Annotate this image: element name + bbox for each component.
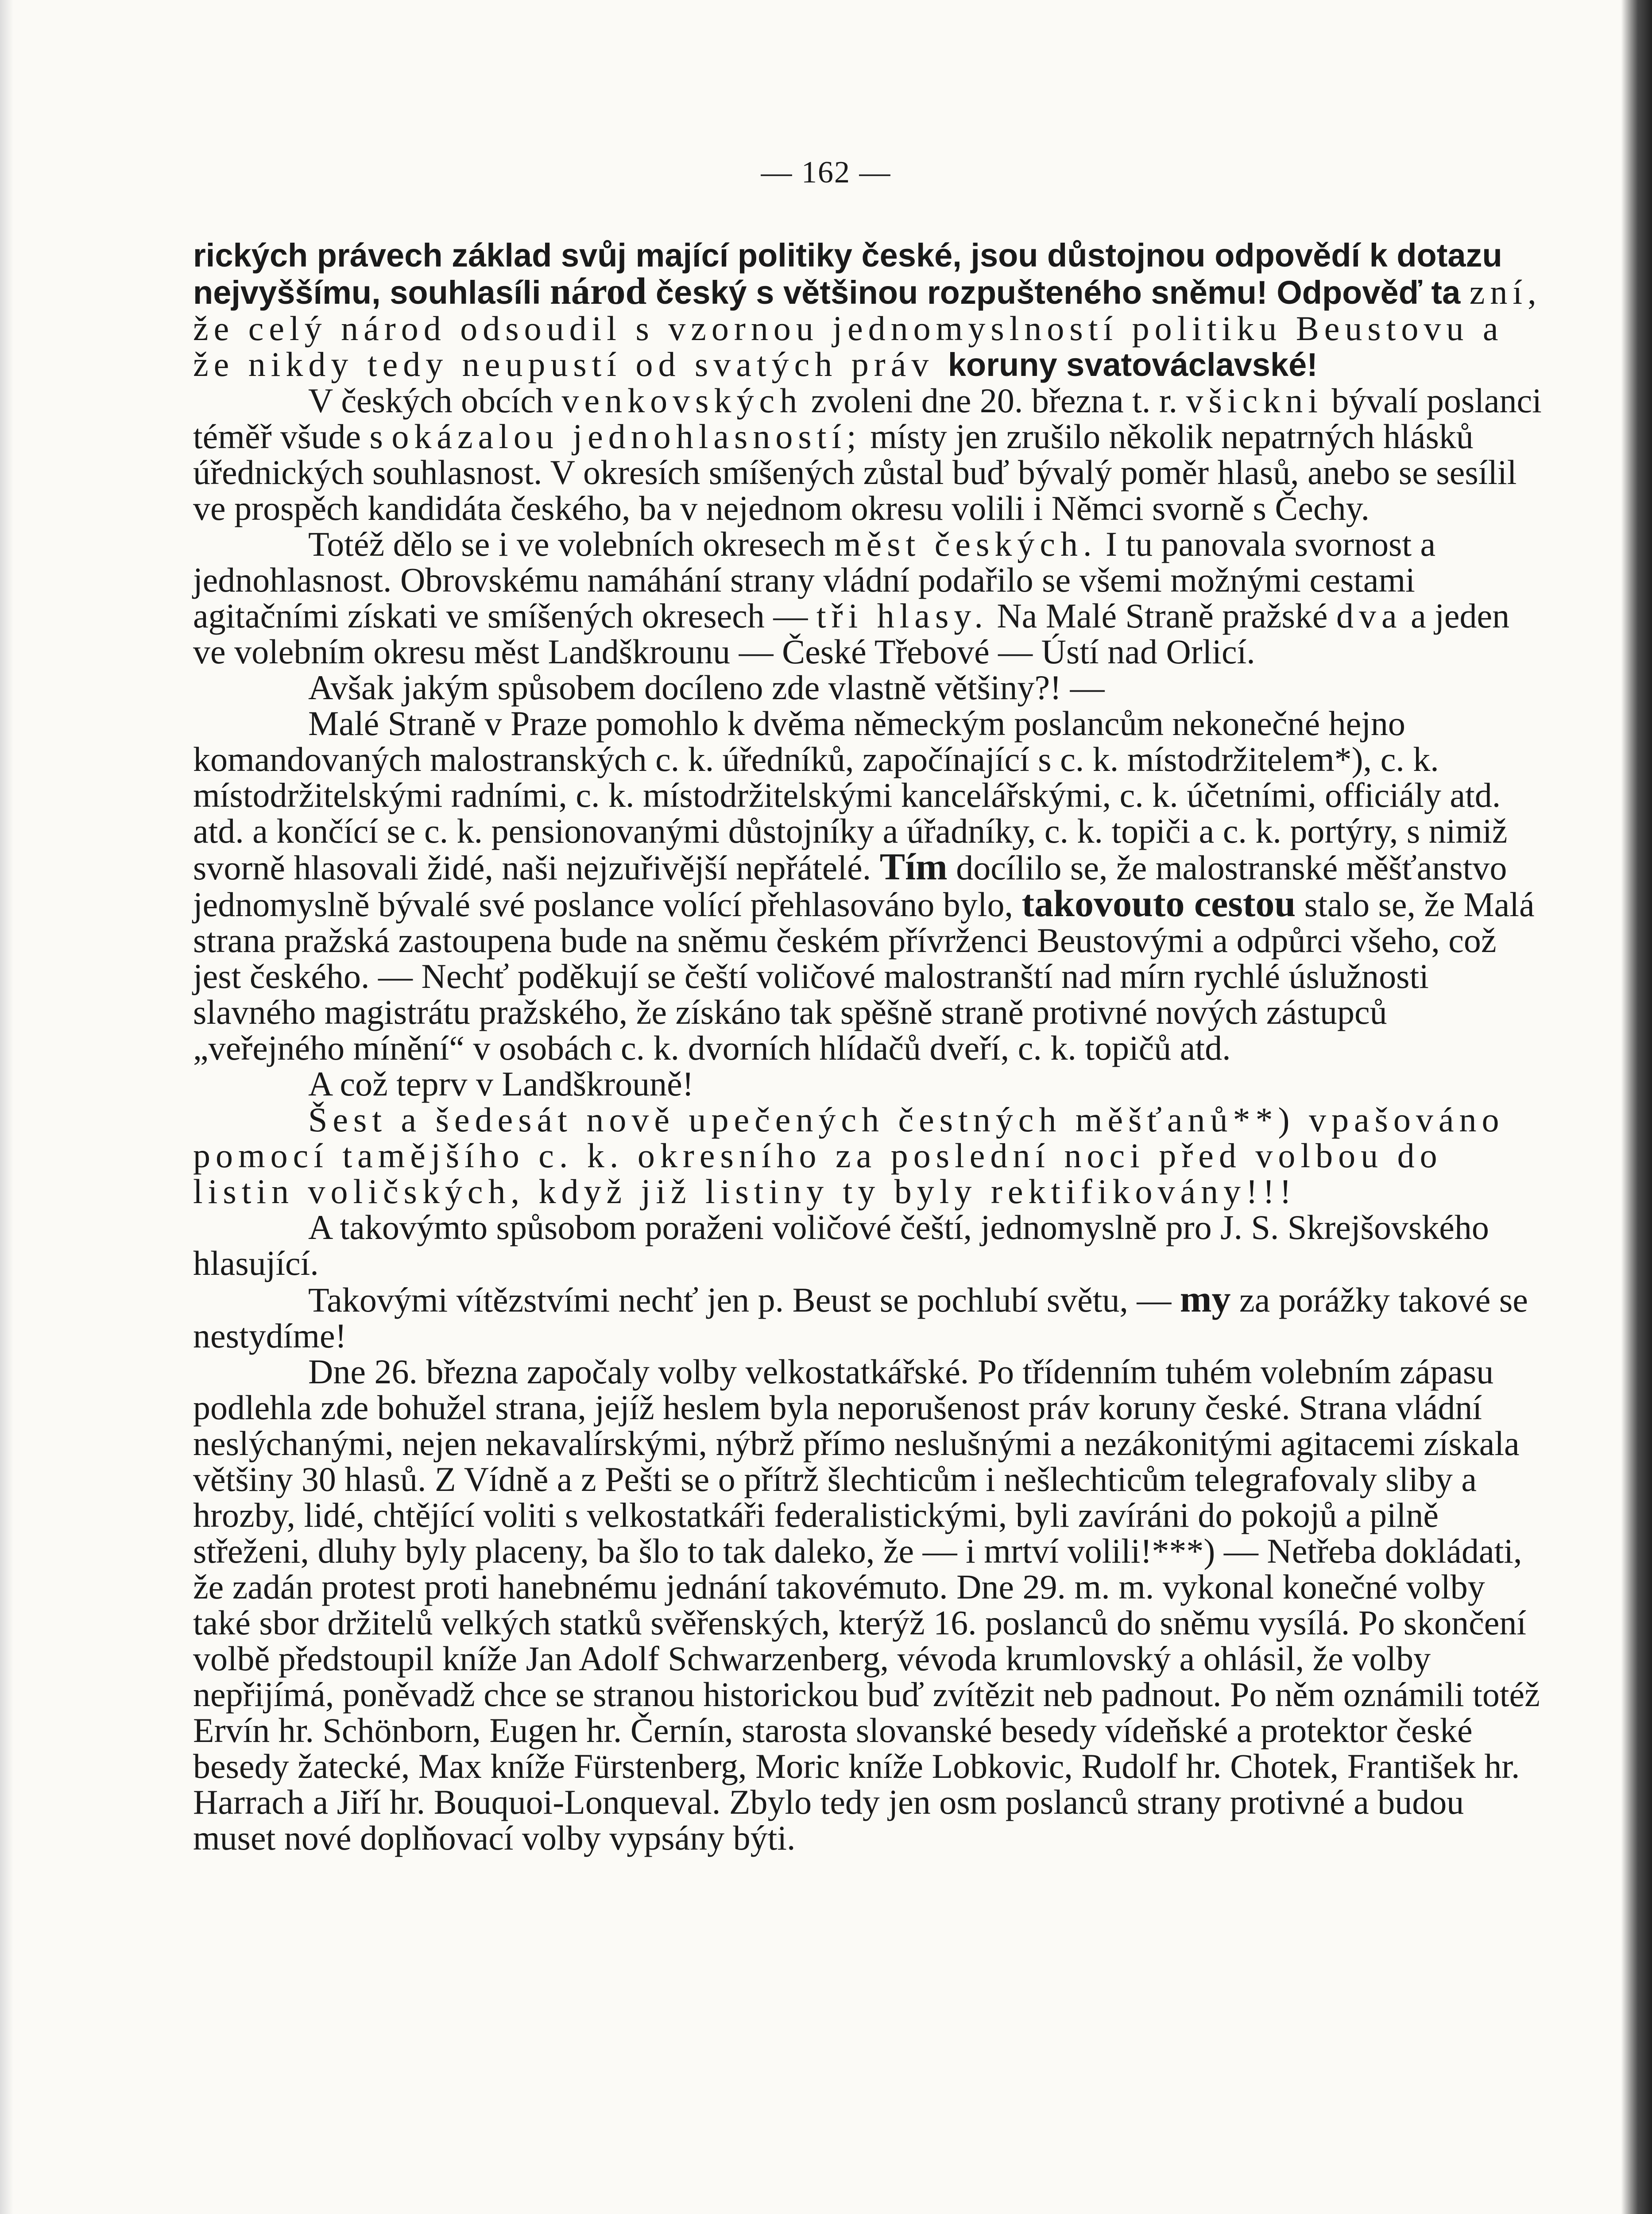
paragraph <box>193 237 1544 383</box>
paragraph <box>193 1354 1544 1856</box>
text-run: za porážky takové se nestydíme! <box>193 1281 1528 1355</box>
text-run: bývalí poslanci téměř všude s <box>193 381 1542 456</box>
text-run: Malé Straně v Praze pomohlo k dvěma německým poslancům nekonečné hejno komandovaných malostranských c. k. úředníků, započínající s c. k. místodržitelem*), c. k. místodržitelskými radními, c. k. místodržitelskými kancelářskými, c. k. účetními, officiály atd. atd. a končící se c. k. pensionovanými důstojníky a úřadníky, c. k. topiči a c. k. portýry, s nimiž svorně hlasovali židé, naši nejzuřivější nepřátelé. <box>193 704 1508 887</box>
text-run: takovouto cestou <box>1021 882 1296 925</box>
page-edge-right <box>1621 0 1652 2214</box>
paragraph <box>193 1102 1544 1209</box>
text-run: dva <box>1336 596 1402 635</box>
text-run: docílilo se, že malostranské měšťanstvo jednomyslně bývalé své poslance volící přehlasováno bylo, <box>193 848 1507 924</box>
paragraph <box>193 1066 1544 1102</box>
text-run: Avšak jakým spůsobem docíleno zde vlastně většiny?! — <box>308 668 1105 707</box>
paragraph <box>193 1209 1544 1281</box>
paragraph <box>193 1277 1544 1355</box>
text-run: Takovými vítězstvími nechť jen p. Beust se pochlubí světu, — <box>308 1281 1180 1319</box>
text-run: místy jen zrušilo několik nepatrných hlásků úřednických souhlasnost. V okresích smíšených zůstal buď bývalý poměr hlasů, anebo se sesílil ve prospěch kandidáta českého, ba v nejednom okresu volili i Němci svorně s Čechy. <box>193 417 1517 527</box>
text-run: I tu panovala svornost a jednohlasnost. Obrovskému namáhání strany vládní podařilo se všemi možnými cestami agitačními získati ve smíšených okresech — <box>193 525 1436 635</box>
paragraph <box>193 526 1544 670</box>
text-run: A což teprv v Landškrouně! <box>308 1064 694 1103</box>
text-run: a jeden ve volebním okresu měst Landškrounu — České Třebové — Ústí nad Orlicí. <box>193 596 1510 671</box>
text-run: rických právech základ svůj mající politiky české, jsou důstojnou odpovědí k dotazu nejvyššímu, souhlasíli <box>193 237 1502 311</box>
paragraph <box>193 383 1544 526</box>
text-run: stalo se, že Malá strana pražská zastoupena bude na sněmu českém přívrženci Beustovými a odpůrci všeho, což jest českého. — Nechť poděkují se čeští voličové malostranští nad mírn rychlé úslužnosti slavného magistrátu pražského, že získáno tak spěšně straně protivné nových zástupců „veřejného mínění“ v osobách c. k. dvorních hlídačů dveří, c. k. topičů atd. <box>193 885 1535 1067</box>
text-run: měst českých. <box>834 525 1097 563</box>
page-number: — 162 — <box>761 155 891 190</box>
text-run: všickni <box>1186 381 1323 420</box>
text-run: my <box>1180 1277 1231 1320</box>
text-run: tři hlasy. <box>816 596 988 635</box>
text-run: zní, že celý národ odsoudil s vzornou jednomyslností politiku Beustovu a že nikdy tedy neupustí od svatých práv <box>193 273 1542 383</box>
text-run: okázalou jednohlasností; <box>391 417 862 456</box>
text-run: Na Malé Straně pražské <box>988 596 1337 635</box>
text-run: A takovýmto spůsobom poraženi voličové čeští, jednomyslně pro J. S. Skrejšovského hlasující. <box>193 1208 1489 1282</box>
text-run: český s většinou rozpušteného sněmu! Odpověď ta <box>646 274 1470 311</box>
text-run: venkovských <box>561 381 803 420</box>
text-run: V českých obcích <box>308 381 562 420</box>
text-run: Totéž dělo se i ve volebních okresech <box>308 525 834 563</box>
page-edge-left <box>0 0 13 2214</box>
text-run: zvoleni dne 20. března t. r. <box>802 381 1186 420</box>
text-run: koruny svatováclavské! <box>948 346 1318 383</box>
body-text <box>193 237 1544 1856</box>
text-run: Tím <box>879 845 948 888</box>
paragraph <box>193 670 1544 705</box>
text-run: Dne 26. března započaly volby velkostatkářské. Po třídenním tuhém volebním zápasu podlehla zde bohužel strana, jejíž heslem byla neporušenost práv koruny české. Strana vládní neslýchanými, nejen nekavalírskými, nýbrž přímo neslušnými a nezákonitými agitacemi získala většiny 30 hlasů. Z Vídně a z Pešti se o přítrž šlechticům i nešlechticům telegrafovaly sliby a hrozby, lidé, chtějící voliti s velkostatkáři federalistickými, byli zavíráni do pokojů a pilně střeženi, dluhy byly placeny, ba šlo to tak daleko, že — i mrtví volili!***) — Netřeba dokládati, že zadán protest proti hanebnému jednání takovémuto. Dne 29. m. m. vykonal konečné volby také sbor držitelů velkých statků svěřenských, kterýž 16. poslanců do sněmu vysílá. Po skončení volbě předstoupil kníže Jan Adolf Schwarzenberg, vévoda krumlovský a ohlásil, že volby nepřijímá, poněvadž chce se stranou historickou buď zvítězit neb padnout. Po něm oznámili totéž Ervín hr. Schönborn, Eugen hr. Černín, starosta slovanské besedy vídeňské a protektor české besedy žatecké, Max kníže Fürstenberg, Moric kníže Lobkovic, Rudolf hr. Chotek, František hr. Harrach a Jiří hr. Bouquoi-Lonqueval. Zbylo tedy jen osm poslanců strany protivné a budou muset nové doplňovací volby vypsány býti. <box>193 1352 1540 1857</box>
text-run: Šest a šedesát nově upečených čestných měšťanů**) vpašováno pomocí tamějšího c. k. okresního za poslední noci před volbou do listin voličských, když již listiny ty byly rektifikovány!!! <box>193 1100 1505 1211</box>
text-run: národ <box>550 270 647 312</box>
paragraph <box>193 705 1544 1066</box>
